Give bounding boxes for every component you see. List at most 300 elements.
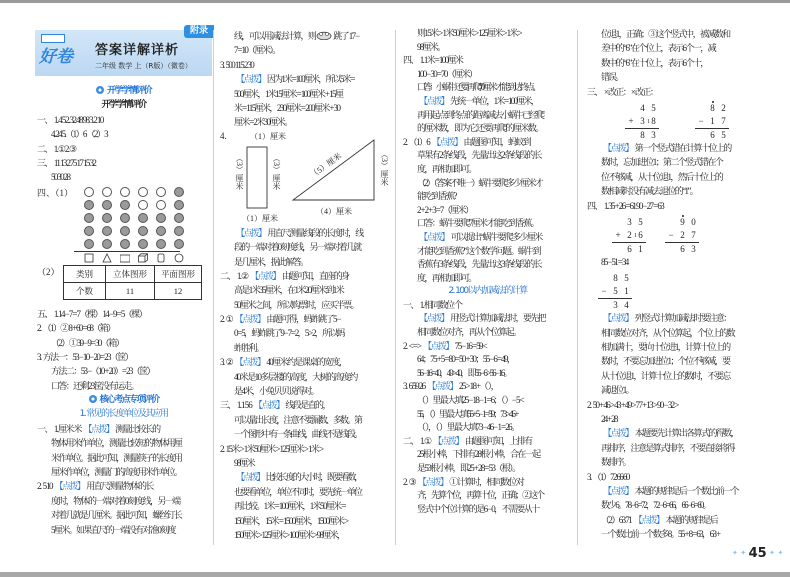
answer-line	[234, 499, 390, 513]
filled-circle	[174, 239, 184, 249]
answer-line	[417, 448, 572, 462]
hint-label: 【点拨】	[423, 340, 453, 351]
answer-item	[220, 226, 390, 269]
digit: 3	[651, 129, 656, 140]
answer-text: 数中的“6”在十位上，表示6个十，	[601, 57, 708, 68]
answer-item	[220, 312, 390, 355]
answer-line	[587, 85, 772, 99]
spacer	[612, 216, 624, 229]
page-number	[732, 546, 783, 561]
subsection-heading: 开学学情评价	[101, 100, 146, 111]
filled-circle	[84, 213, 94, 223]
answer-text: 用竖式计算加减法时，要先把	[450, 313, 545, 324]
answer-text: 才能吃到香蕉?”这个数学问题。蜗牛到	[417, 245, 541, 256]
answer-item	[37, 156, 210, 185]
digit	[621, 285, 632, 298]
answer-line	[417, 190, 572, 204]
answer-line	[417, 462, 572, 476]
table-cell: 12	[155, 282, 202, 299]
answer-text: 香蕉有3条线段，先量出这3条线段的长	[417, 259, 542, 270]
answer-line	[37, 321, 210, 335]
filled-circle	[102, 200, 112, 210]
hint-label: 【点拨】	[419, 231, 449, 242]
empty-circle	[138, 187, 148, 197]
digit: 3	[691, 243, 696, 254]
answer-line	[403, 476, 572, 490]
answer-text: 98厘米。	[417, 41, 445, 52]
hint-label: 【点拨】	[54, 481, 85, 492]
answer-line	[220, 355, 390, 369]
table-cell: 类别	[64, 265, 106, 282]
filled-circle	[174, 213, 184, 223]
item-number: 二、	[220, 270, 235, 281]
hint-label: 【点拨】	[419, 95, 449, 106]
second-number	[625, 115, 659, 128]
topic-heading: 2. 100以内加减法的计算	[448, 286, 527, 297]
answer-item	[403, 435, 572, 476]
column-divider	[213, 30, 214, 545]
operator: −	[601, 286, 607, 297]
answer-text: 1. 35 + 26 = 61 90 − 27 = 63	[603, 200, 664, 211]
digit: 6	[710, 129, 715, 140]
item-number: 2.	[403, 136, 407, 147]
answer-text: 40厘米约是课桌的宽度，	[266, 357, 347, 368]
flower-icon	[89, 395, 97, 403]
spacer	[695, 102, 707, 115]
spacer	[612, 243, 624, 256]
digit-text: 5	[613, 286, 618, 297]
digit-text: 2	[680, 229, 685, 240]
item-number: 一、	[37, 423, 52, 434]
answer-text: 物体用米作单位，测量比较短的物体用厘	[51, 438, 182, 449]
hint-label: 【点拨】	[83, 423, 114, 434]
bottom-border	[0, 572, 790, 577]
operator: +	[615, 229, 621, 240]
answer-column-3	[403, 27, 572, 516]
answer-text: 25根小棒，下排有28根小棒，合在一起	[417, 449, 540, 460]
answer-text: 位不够减，从十位退1，然后十位上的	[601, 171, 723, 182]
digit	[637, 115, 648, 128]
answer-text: 0 = 5，蚂蚱跳了9 − 7 = 2，5 > 2，所以蚂	[234, 328, 344, 339]
rectangle-shape	[247, 147, 267, 208]
digit	[624, 216, 635, 229]
item-number: 3.	[37, 351, 41, 362]
answer-line	[403, 435, 572, 449]
answer-text: 50 30 28	[51, 172, 70, 183]
item-number: 三、	[37, 157, 52, 168]
answer-text: （ ），（ ）里最大填73 − 46 − 1 = 26。	[417, 422, 519, 433]
digit	[621, 272, 632, 285]
item-number: 2.	[220, 314, 224, 325]
logo: 好卷	[39, 47, 73, 67]
answer-line	[601, 498, 772, 512]
digit: 3	[613, 300, 618, 311]
answer-text: 5 10	[42, 481, 53, 492]
answer-line	[601, 184, 772, 198]
answer-item	[403, 27, 572, 54]
digit	[677, 216, 688, 229]
answer-item	[403, 380, 572, 434]
answer-line	[234, 485, 390, 499]
column-divider	[577, 30, 578, 545]
answer-column-4	[587, 27, 772, 542]
answer-line	[601, 383, 772, 397]
answer-line	[234, 514, 390, 528]
answer-line	[601, 340, 772, 354]
spacer	[695, 129, 707, 142]
filled-circle	[138, 226, 148, 236]
answer-text: 85 − 51 = 34	[601, 256, 628, 267]
answer-text: 本题的规律是后	[665, 514, 718, 525]
answer-item	[37, 113, 210, 142]
item-number: 3.	[220, 357, 224, 368]
digit	[648, 115, 659, 128]
filled-circle	[102, 226, 112, 236]
answer-text: （1）72 66 60	[592, 471, 629, 482]
digit-text: 0	[691, 216, 696, 227]
answer-text: 度，再相加即可。	[417, 163, 476, 174]
section-heading-text: 核心考点专项评价	[99, 395, 159, 406]
hint-label: 【点拨】	[419, 313, 449, 324]
answer-text: 先统一单位，1米 = 100厘米，	[450, 95, 539, 106]
answer-line	[417, 163, 572, 177]
answer-line	[234, 72, 390, 86]
digit-text: 5	[651, 102, 656, 113]
answer-text: 由题图可知，蚂蚁到	[463, 136, 531, 147]
answer-line	[51, 364, 210, 378]
answer-text: 因为1米 = 100厘米，所以5米 =	[266, 74, 354, 85]
answer-text: 口答：蜗牛要爬7厘米才能吃到香蕉。	[417, 218, 539, 229]
item-number: 一、	[37, 114, 52, 125]
digit-text: 1	[624, 286, 629, 297]
answer-item	[220, 29, 390, 58]
empty-circle	[84, 187, 94, 197]
digit: 5	[721, 129, 726, 140]
digit	[707, 115, 718, 128]
vertical-calculations	[587, 269, 772, 311]
answer-line	[417, 231, 572, 245]
top-number	[612, 216, 646, 229]
answer-text: 再用起点到终点的距离减去小蜗牛已经爬	[417, 109, 544, 120]
answer-line	[37, 350, 210, 364]
filled-circle	[156, 213, 166, 223]
result	[598, 298, 632, 312]
answer-text: （1）② 8 + 60 = 68（箱）	[42, 323, 115, 334]
answer-text: 500 115 2 30	[225, 59, 254, 70]
digit	[718, 102, 729, 115]
answer-line	[417, 394, 572, 408]
answer-item	[220, 58, 390, 130]
answer-line	[417, 68, 572, 82]
answer-text: 本题要先计算出各算式的得数，	[634, 428, 739, 439]
top-number	[665, 216, 699, 229]
answer-text: 40米是10多层楼的高度，大树的高度约	[234, 371, 357, 382]
answer-item	[37, 321, 210, 350]
answer-text: 1. 相同数位 个	[419, 299, 462, 310]
answer-item	[403, 476, 572, 517]
answer-column-1	[37, 84, 210, 537]
answer-text: 一个图形中有一条曲线，曲线不是线段。	[234, 429, 362, 440]
cylinder-icon	[156, 253, 166, 263]
answer-line	[234, 470, 390, 484]
square-icon	[84, 253, 94, 263]
answer-line	[51, 336, 210, 350]
appendix-tag: 附录	[184, 25, 214, 38]
answer-line	[220, 58, 390, 72]
top-border	[0, 0, 790, 3]
answer-text: < = >	[408, 340, 422, 351]
count-table	[63, 265, 202, 300]
answer-line	[587, 470, 772, 484]
answer-line	[51, 508, 210, 522]
digit: 6	[627, 243, 632, 254]
item-number: 3.	[220, 59, 224, 70]
item-number: 2.	[220, 443, 224, 454]
hint-label: 【点拨】	[250, 270, 280, 281]
spacer	[598, 272, 610, 285]
frog-icon	[316, 30, 332, 39]
top-number	[695, 102, 729, 115]
answer-item	[403, 299, 572, 340]
answer-line	[417, 258, 572, 272]
answer-text: 1. 厘米 米	[53, 423, 82, 434]
answer-text: 150厘米，15米 = 1500厘米，1500厘米 >	[234, 515, 348, 526]
filled-circle	[174, 226, 184, 236]
answer-text: 是几厘米，据此解答。	[234, 256, 308, 267]
answer-text: 减退位1。	[601, 385, 633, 396]
answer-text: 再排序，注意是算式排序，不要直接将得	[601, 442, 735, 453]
borrow-dot	[712, 101, 714, 103]
length-measure-figure	[220, 130, 390, 226]
answer-line	[601, 255, 772, 269]
borrow-dot	[682, 215, 684, 217]
digit-text: 8	[651, 115, 656, 126]
hint-label: 【点拨】	[427, 381, 457, 392]
vertical-calculation	[612, 216, 646, 256]
answer-item	[587, 255, 772, 269]
hint-label: 【点拨】	[236, 472, 264, 483]
hint-label: 【点拨】	[234, 357, 265, 368]
answer-line	[417, 312, 572, 326]
digit-text: 7	[691, 229, 696, 240]
digit	[718, 115, 729, 128]
empty-circle	[102, 187, 112, 197]
spacer	[598, 299, 610, 312]
answer-text: ①计算时，相同数位对	[449, 476, 524, 487]
filled-circle	[174, 200, 184, 210]
star-icon: ✦ ✦	[766, 549, 784, 557]
rectangle-icon	[120, 253, 130, 263]
answer-text: 500厘米，1米15厘米 = 100厘米 + 15厘	[234, 88, 343, 99]
answer-text: 度，再相加即可。	[417, 272, 476, 283]
answer-line	[601, 484, 772, 498]
answer-line	[234, 43, 390, 57]
answer-line	[37, 422, 210, 436]
page-header	[35, 26, 212, 76]
answer-line	[37, 307, 210, 321]
answer-text: 6 59 26	[408, 381, 426, 392]
answer-line	[403, 380, 572, 394]
item-number: 二、	[403, 435, 418, 446]
answer-line	[51, 379, 210, 393]
answer-text: 方法一：53 − 10 − 20 = 23（筐）	[42, 351, 133, 362]
answer-item	[403, 136, 572, 286]
answer-item	[403, 54, 572, 136]
answer-text: 数少6。78 − 6 = 72，72 − 6 = 66，66 − 6 = 60。	[601, 500, 710, 511]
filled-circle	[156, 226, 166, 236]
length-label: （5）厘米	[308, 151, 344, 180]
triangle-shape	[293, 140, 374, 200]
answer-line	[37, 156, 210, 170]
hint-label: 【点拨】	[433, 435, 463, 446]
answer-line	[403, 340, 572, 354]
item-number: 四、	[403, 55, 418, 66]
filled-circle	[174, 187, 184, 197]
answer-text: 75 − 16 = 59 <	[454, 340, 487, 351]
carry-mark: 1	[634, 232, 637, 239]
table-cell: 立体图形	[106, 265, 155, 282]
answer-text: 线，可以用减法计算，则	[234, 31, 316, 41]
answer-item	[37, 479, 210, 537]
answer-line	[51, 494, 210, 508]
answer-text: 线段是直的，	[285, 400, 330, 411]
hint-label: 【点拨】	[236, 74, 265, 85]
answer-line	[601, 41, 772, 55]
answer-line	[51, 451, 210, 465]
answer-text: ①	[225, 314, 233, 325]
answer-text: 口答：小蜗牛还要再爬70厘米才能到达终点。	[417, 82, 539, 93]
answer-text: 竖式中个位计算的是6 − 0，不需要从十	[417, 503, 539, 514]
digit	[677, 229, 688, 242]
hint-label: 【点拨】	[603, 313, 633, 324]
answer-line	[417, 353, 572, 367]
digit: 4	[624, 300, 629, 311]
answer-line	[37, 142, 210, 156]
answer-text: 从十位退1，计算十位上的数时，不要忘	[601, 370, 730, 381]
answer-line	[417, 326, 572, 340]
item-number: 二、	[37, 143, 52, 154]
empty-circle	[156, 187, 166, 197]
answer-line	[234, 101, 390, 115]
answer-line	[601, 369, 772, 383]
digit-text: 5	[638, 216, 643, 227]
answer-text: 方法二：53 −（10 + 20）= 23（筐）	[51, 366, 155, 377]
length-label: （3）厘米	[235, 153, 244, 190]
answer-line	[234, 427, 390, 441]
operator: +	[628, 115, 634, 126]
digit-text: 8	[710, 102, 715, 113]
answer-text: 用直尺测量物体的长	[86, 481, 153, 492]
filled-circle	[120, 213, 130, 223]
answer-text: 由题图可知，上排有	[464, 435, 532, 446]
answer-line	[234, 115, 390, 129]
answer-line	[51, 170, 210, 184]
answer-text: 1. ① 2. ③	[53, 143, 76, 154]
hint-label: 【点拨】	[633, 514, 664, 525]
answer-text: （2）（答案不唯一）蜗牛要爬多少厘米才	[417, 177, 542, 188]
answer-line	[403, 54, 572, 68]
length-label: （3）厘米	[272, 153, 281, 190]
answer-text: 草果有2条线段，先量出这2条线段的长	[417, 150, 542, 161]
figure-label: 四、（1）	[37, 187, 74, 198]
answer-text: 相加满十，要向十位进1，计算十位上的	[601, 342, 730, 353]
answer-text: 可以提出“蜗牛要爬多少厘米	[450, 231, 542, 242]
flower-icon	[96, 86, 104, 94]
answer-text: 1. 1米 = 100厘米	[419, 55, 463, 66]
digit	[648, 102, 659, 115]
digit	[688, 216, 699, 229]
answer-text: 对着几就是几厘米。据此可知，螺丝钉长	[51, 510, 182, 521]
answer-line	[403, 299, 572, 313]
answer-line	[417, 95, 572, 109]
table-cell: 个数	[64, 282, 106, 299]
digit	[624, 229, 635, 242]
length-label: （1）厘米	[242, 213, 278, 223]
answer-item	[220, 442, 390, 543]
item-number: 三、	[220, 400, 235, 411]
item-number: 4.	[220, 130, 227, 141]
filled-circle	[138, 213, 148, 223]
answer-line	[234, 326, 390, 340]
answer-text: 测量比较长的	[115, 423, 160, 434]
answer-line	[234, 370, 390, 384]
hint-label: 【点拨】	[236, 227, 266, 238]
answer-line	[601, 311, 772, 325]
table-row	[64, 265, 202, 282]
digit-text: 3	[627, 216, 632, 227]
answer-line	[220, 398, 390, 412]
answer-line	[601, 326, 772, 340]
second-number	[612, 229, 646, 242]
second-number	[665, 229, 699, 242]
vertical-calculation	[625, 102, 659, 142]
answer-text: （2）① 39 − 9 = 30（箱）	[51, 337, 124, 348]
answer-text: 24 + 28	[601, 414, 617, 425]
answer-line	[51, 465, 210, 479]
answer-item	[587, 311, 772, 397]
answer-line	[601, 27, 772, 41]
answer-text: 1. 14 − 7 = 7（棵） 14 − 9 = 5（棵）	[53, 308, 146, 319]
answer-text: 本题的规律是后一个数比前一个	[634, 485, 739, 496]
answer-line	[417, 204, 572, 218]
item-number: 3.	[403, 381, 407, 392]
answer-item	[220, 355, 390, 398]
answer-line	[601, 412, 772, 426]
answer-line	[51, 436, 210, 450]
answer-item	[220, 398, 390, 441]
answer-line	[417, 122, 572, 136]
operator: −	[698, 115, 704, 126]
answer-line	[417, 149, 572, 163]
digit	[635, 229, 646, 242]
item-number: 五、	[37, 308, 52, 319]
answer-text: 度时，物体的一端对着0刻度线，另一端	[51, 495, 180, 506]
answer-line	[601, 170, 772, 184]
result	[612, 242, 646, 256]
answer-text: 高是1米35厘米，在1米20厘米到1米	[234, 285, 344, 296]
answer-text: 错误。	[601, 72, 623, 83]
digit	[610, 272, 621, 285]
hint-label: 【点拨】	[603, 428, 633, 439]
answer-text: 一个数比前一个数多8。55 + 8 = 63，63 +	[601, 529, 720, 540]
answer-item	[587, 85, 772, 99]
answer-text: 1. 1 5 6	[236, 400, 252, 411]
answer-text: 25 > 18 +（ ），	[458, 381, 499, 392]
result	[625, 128, 659, 142]
answer-line	[51, 523, 210, 537]
answer-text: 相同数位对齐，从个位算起，个位上的数	[601, 327, 735, 338]
table-row	[64, 282, 202, 299]
